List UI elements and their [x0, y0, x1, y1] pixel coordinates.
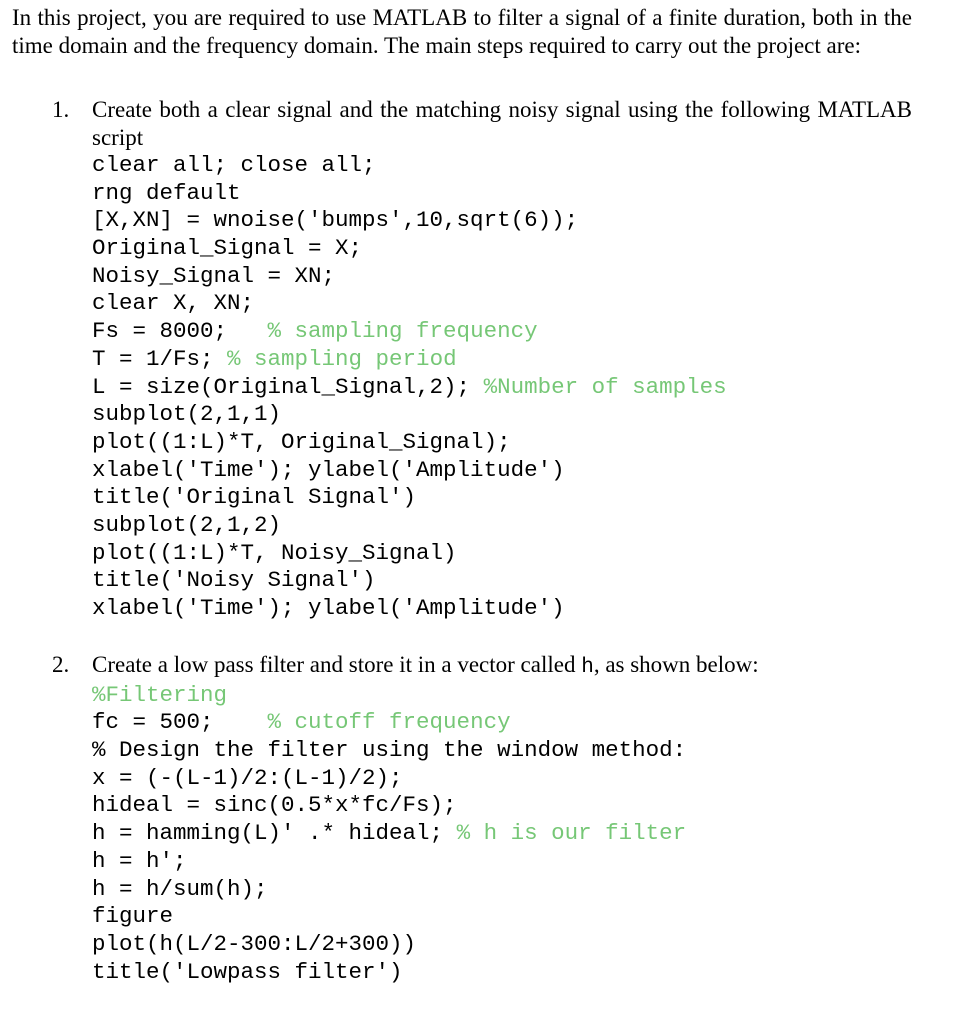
code-line [92, 903, 912, 931]
code-line [92, 792, 912, 820]
code-text: x = (-(L-1)/2:(L-1)/2); [92, 764, 403, 791]
code-line [92, 959, 912, 987]
code-text: fc = 500; [92, 709, 268, 736]
code-line [92, 152, 912, 180]
intro-paragraph: In this project, you are required to use MATLAB to filter a signal of a finite duration, both in the time domain and the frequency domain. The main steps required to carry out the project are: [12, 5, 912, 58]
code-line [92, 235, 912, 263]
step-body [92, 96, 912, 623]
code-line [92, 595, 912, 623]
code-text: Noisy_Signal = XN; [92, 262, 336, 289]
code-text: h = h/sum(h); [92, 875, 268, 902]
code-line [92, 820, 912, 848]
code-text: rng default [92, 179, 241, 206]
code-line [92, 429, 912, 457]
code-comment: % cutoff frequency [267, 709, 511, 736]
code-text: figure [92, 903, 174, 930]
code-line [92, 346, 912, 374]
code-comment: % sampling frequency [267, 318, 538, 345]
code-line [92, 540, 912, 568]
code-text: xlabel('Time'); ylabel('Amplitude') [92, 456, 565, 483]
code-text: plot((1:L)*T, Noisy_Signal) [92, 539, 457, 566]
code-line [92, 567, 912, 595]
code-text: % Design the filter using the window method: [92, 737, 687, 764]
document [12, 4, 912, 986]
instruction-text-end: , as shown below: [593, 651, 759, 677]
code-line [92, 401, 912, 429]
code-line [92, 207, 912, 235]
code-text: Fs = 8000; [92, 318, 268, 345]
step-number: 1. [52, 97, 70, 122]
code-line [92, 180, 912, 208]
step-2 [12, 651, 912, 987]
code-comment: %Number of samples [483, 373, 727, 400]
code-text: subplot(2,1,2) [92, 511, 282, 538]
code-text: subplot(2,1,1) [92, 401, 282, 428]
code-text: plot(h(L/2-300:L/2+300)) [92, 930, 417, 957]
code-text: h = hamming(L)' .* hideal; [92, 820, 457, 847]
code-text: plot((1:L)*T, Original_Signal); [92, 428, 511, 455]
code-line [92, 290, 912, 318]
step-instruction [92, 651, 912, 682]
code-text: Original_Signal = X; [92, 235, 363, 262]
code-text: title('Original Signal') [92, 484, 417, 511]
code-text: L = size(Original_Signal,2); [92, 373, 484, 400]
code-text: title('Lowpass filter') [92, 958, 403, 985]
code-line [92, 931, 912, 959]
code-line [92, 765, 912, 793]
code-block [92, 152, 912, 623]
code-line [92, 709, 912, 737]
code-comment: %Filtering [92, 681, 228, 708]
code-line [92, 876, 912, 904]
inline-code-h: h [581, 655, 594, 679]
code-block [92, 682, 912, 987]
code-text: clear all; close all; [92, 152, 376, 178]
step-body [92, 651, 912, 987]
code-text: hideal = sinc(0.5*x*fc/Fs); [92, 792, 457, 819]
code-line [92, 484, 912, 512]
step-number: 2. [52, 651, 70, 677]
instruction-text: Create a low pass filter and store it in a vector called [92, 651, 582, 677]
step-instruction: Create both a clear signal and the matching noisy signal using the following MATLAB script [92, 97, 912, 150]
code-text: h = h'; [92, 847, 187, 874]
code-line [92, 848, 912, 876]
code-line [92, 512, 912, 540]
step-1 [12, 96, 912, 623]
code-line [92, 457, 912, 485]
code-text: T = 1/Fs; [92, 345, 228, 372]
code-text: clear X, XN; [92, 290, 255, 317]
code-text: title('Noisy Signal') [92, 567, 376, 594]
code-text: xlabel('Time'); ylabel('Amplitude') [92, 595, 565, 621]
code-comment: % h is our filter [456, 820, 687, 847]
code-line [92, 374, 912, 402]
code-line [92, 263, 912, 291]
code-line [92, 682, 912, 710]
code-line [92, 737, 912, 765]
code-text: [X,XN] = wnoise('bumps',10,sqrt(6)); [92, 207, 579, 234]
code-line [92, 318, 912, 346]
code-comment: % sampling period [227, 345, 457, 372]
